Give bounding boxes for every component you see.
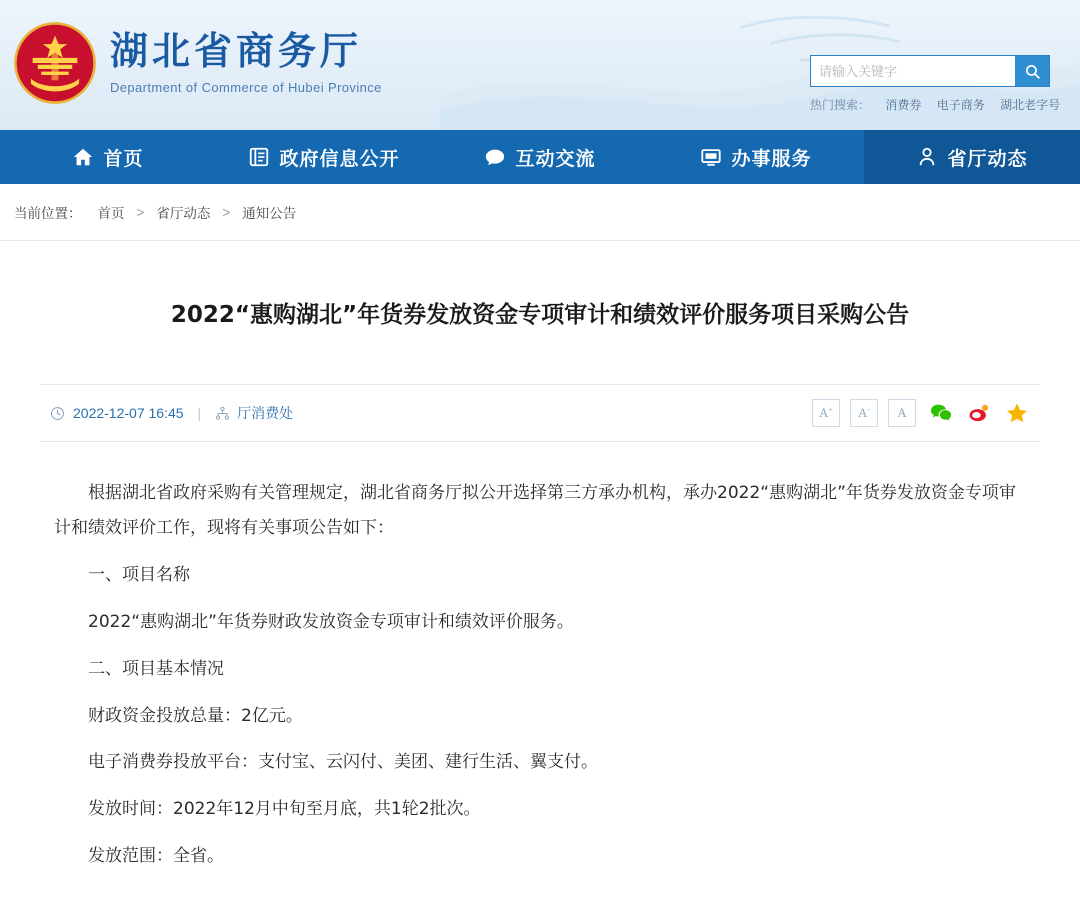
wechat-icon[interactable] [928,400,954,426]
font-smaller-button[interactable] [850,399,878,427]
hot-search [810,96,1061,113]
search-input[interactable] [811,56,1015,86]
font-larger-sup: + [828,404,833,414]
clock-icon [50,406,65,421]
home-icon [72,146,94,168]
document-icon [248,146,270,168]
nav-item-interaction[interactable] [432,130,648,184]
monitor-icon [700,146,722,168]
article-paragraph: 一、项目名称 [88,565,190,585]
site-title-block [110,28,382,95]
hot-search-item-1[interactable]: 消费券 [885,98,922,112]
breadcrumb-separator-2: > [222,204,231,220]
nav-label-home: 首页 [103,148,144,170]
font-larger-label: A [819,405,829,421]
font-smaller-label: A [857,405,868,421]
font-default-label: A [897,405,907,421]
font-smaller-sup: - [867,404,871,414]
nav-item-department-news[interactable] [864,130,1080,184]
nav-item-government-info[interactable] [216,130,432,184]
article-meta-bar [40,384,1040,442]
breadcrumb-item-home[interactable]: 首页 [97,206,125,221]
article [0,256,1080,874]
article-paragraph: 电子消费券投放平台：支付宝、云闪付、美团、建行生活、翼支付。 [88,752,598,773]
nav-item-services[interactable] [648,130,864,184]
nav-item-home[interactable] [0,130,216,184]
page-title: 2022“惠购湖北”年货券发放资金专项审计和绩效评价服务项目采购公告 [170,302,910,329]
nav-label-department-news: 省厅动态 [947,148,1028,170]
meta-divider: | [197,405,202,422]
site-title: 湖北省商务厅 [110,29,363,73]
article-paragraph: 2022“惠购湖北”年货券财政发放资金专项审计和绩效评价服务。 [88,611,574,632]
site-header [0,0,1080,130]
article-paragraph: 二、项目基本情况 [88,658,224,679]
font-default-button[interactable] [888,399,916,427]
search-box[interactable] [810,55,1050,87]
favorite-star-icon[interactable] [1004,400,1030,426]
breadcrumb-item-announcements[interactable]: 通知公告 [242,206,297,221]
person-badge-icon [916,146,938,168]
article-department: 厅消费处 [237,405,294,422]
hot-search-item-3[interactable]: 湖北老字号 [1000,98,1061,112]
site-subtitle: Department of Commerce of Hubei Province [110,79,382,95]
search-button[interactable] [1015,56,1049,86]
font-larger-button[interactable] [812,399,840,427]
nav-label-government-info: 政府信息公开 [279,148,400,170]
hot-search-item-2[interactable]: 电子商务 [936,98,985,112]
article-paragraph: 财政资金投放总量：2亿元。 [88,705,303,726]
chat-icon [484,146,506,168]
article-date: 2022-12-07 16:45 [73,405,184,422]
weibo-icon[interactable] [966,400,992,426]
breadcrumb-item-department-news[interactable]: 省厅动态 [156,206,211,221]
national-emblem-icon [12,20,98,106]
nav-label-services: 办事服务 [731,148,812,170]
article-tools [812,399,1030,427]
article-paragraph: 根据湖北省政府采购有关管理规定，湖北省商务厅拟公开选择第三方承办机构，承办2022“惠购湖北”年货券发放资金专项审计和绩效评价工作，现将有关事项公告如下： [54,483,1016,539]
hot-search-label: 热门搜索： [810,98,871,112]
breadcrumb [0,184,1080,241]
main-navigation [0,130,1080,184]
article-paragraph: 发放范围：全省。 [88,846,224,867]
search-icon [1024,63,1041,80]
org-icon [215,406,230,421]
breadcrumb-label: 当前位置： [14,206,82,221]
search-area [810,55,1061,113]
nav-label-interaction: 互动交流 [515,148,596,170]
article-paragraph: 发放时间：2022年12月中旬至月底，共1轮2批次。 [88,799,481,820]
article-body [40,442,1040,874]
article-meta-left [50,403,293,423]
breadcrumb-separator-1: > [136,204,145,220]
